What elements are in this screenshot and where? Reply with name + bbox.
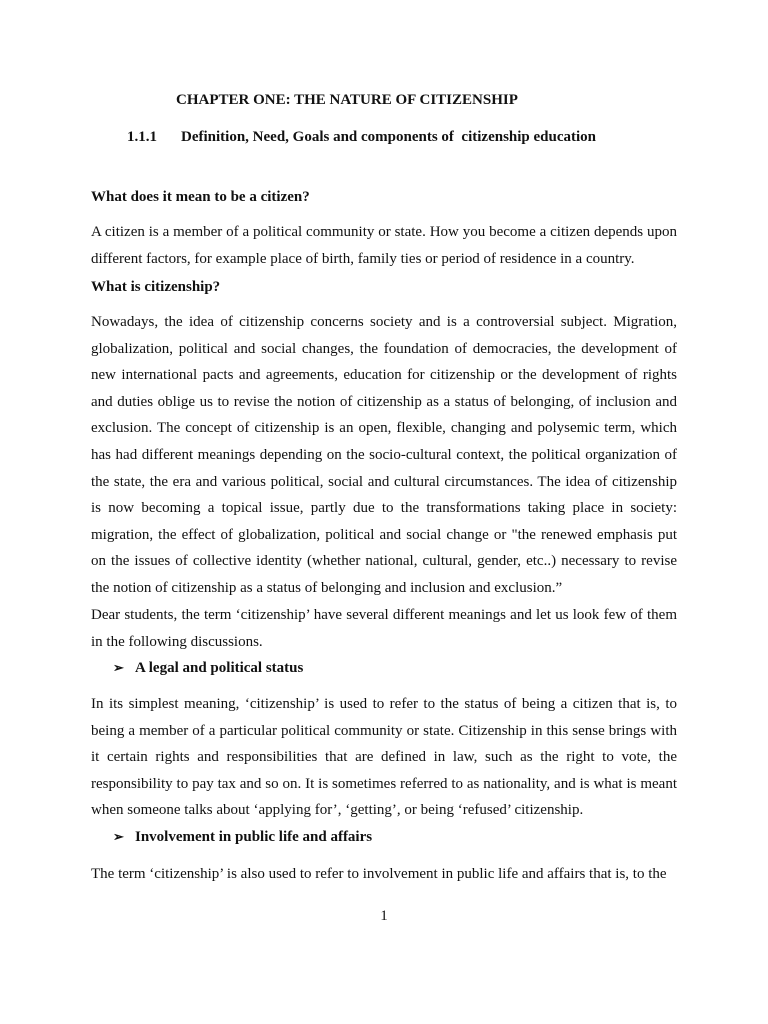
paragraph-citizenship-concept: Nowadays, the idea of citizenship concerns society and is a controversial subject. Migration, globalization, political and social changes, the foundation of democracies, the development of new international pacts and agreements, education for citizenship or the development of rights and duties oblige us to revise the notion of citizenship as a status of belonging, of inclusion and exclusion. The concept of citizenship is an open, flexible, changing and polysemic term, which has had different meanings depending on the socio-cultural context, the political organization of the state, the era and various political, social and cultural circumstances. The idea of citizenship is now becoming a topical issue, partly due to the transformations taking place in society: migration, the effect of globalization, political and social change or "the renewed emphasis put on the issues of collective identity (whether national, cultural, gender, etc..) necessary to revise the notion of citizenship as a status of belonging and inclusion and exclusion.”: [91, 314, 677, 596]
question-heading-citizenship: What is citizenship?: [91, 279, 221, 295]
page-number: 1: [380, 908, 388, 924]
section-title: Definition, Need, Goals and components of citizenship education: [181, 129, 597, 145]
bullet-heading: Involvement in public life and affairs: [135, 829, 373, 845]
chapter-title: CHAPTER ONE: THE NATURE OF CITIZENSHIP: [176, 92, 518, 108]
bullet-public-life: [113, 829, 372, 846]
paragraph-legal-status: In its simplest meaning, ‘citizenship’ is used to refer to the status of being a citizen that is, to being a member of a particular political community or state. Citizenship in this sense brings with it certain rights and responsibilities that are defined in law, such as the right to vote, the responsibility to pay tax and so on. It is sometimes referred to as nationality, and is what is meant when someone talks about ‘applying for’, ‘getting’, or being ‘refused’ citizenship.: [91, 696, 677, 819]
paragraph-public-life: The term ‘citizenship’ is also used to refer to involvement in public life and affairs that is, to the: [91, 866, 667, 882]
bullet-legal-political-status: [113, 660, 303, 677]
arrow-bullet-icon: ➢: [113, 829, 124, 844]
section-number: 1.1.1: [127, 129, 157, 145]
bullet-heading: A legal and political status: [135, 660, 304, 676]
paragraph-citizen-definition: A citizen is a member of a political community or state. How you become a citizen depends upon different factors, for example place of birth, family ties or period of residence in a country.: [91, 224, 677, 267]
section-heading: [127, 129, 596, 146]
question-heading-citizen: What does it mean to be a citizen?: [91, 189, 310, 205]
arrow-bullet-icon: ➢: [113, 660, 124, 675]
paragraph-students-intro: Dear students, the term ‘citizenship’ have several different meanings and let us look few of them in the following discussions.: [91, 607, 677, 650]
